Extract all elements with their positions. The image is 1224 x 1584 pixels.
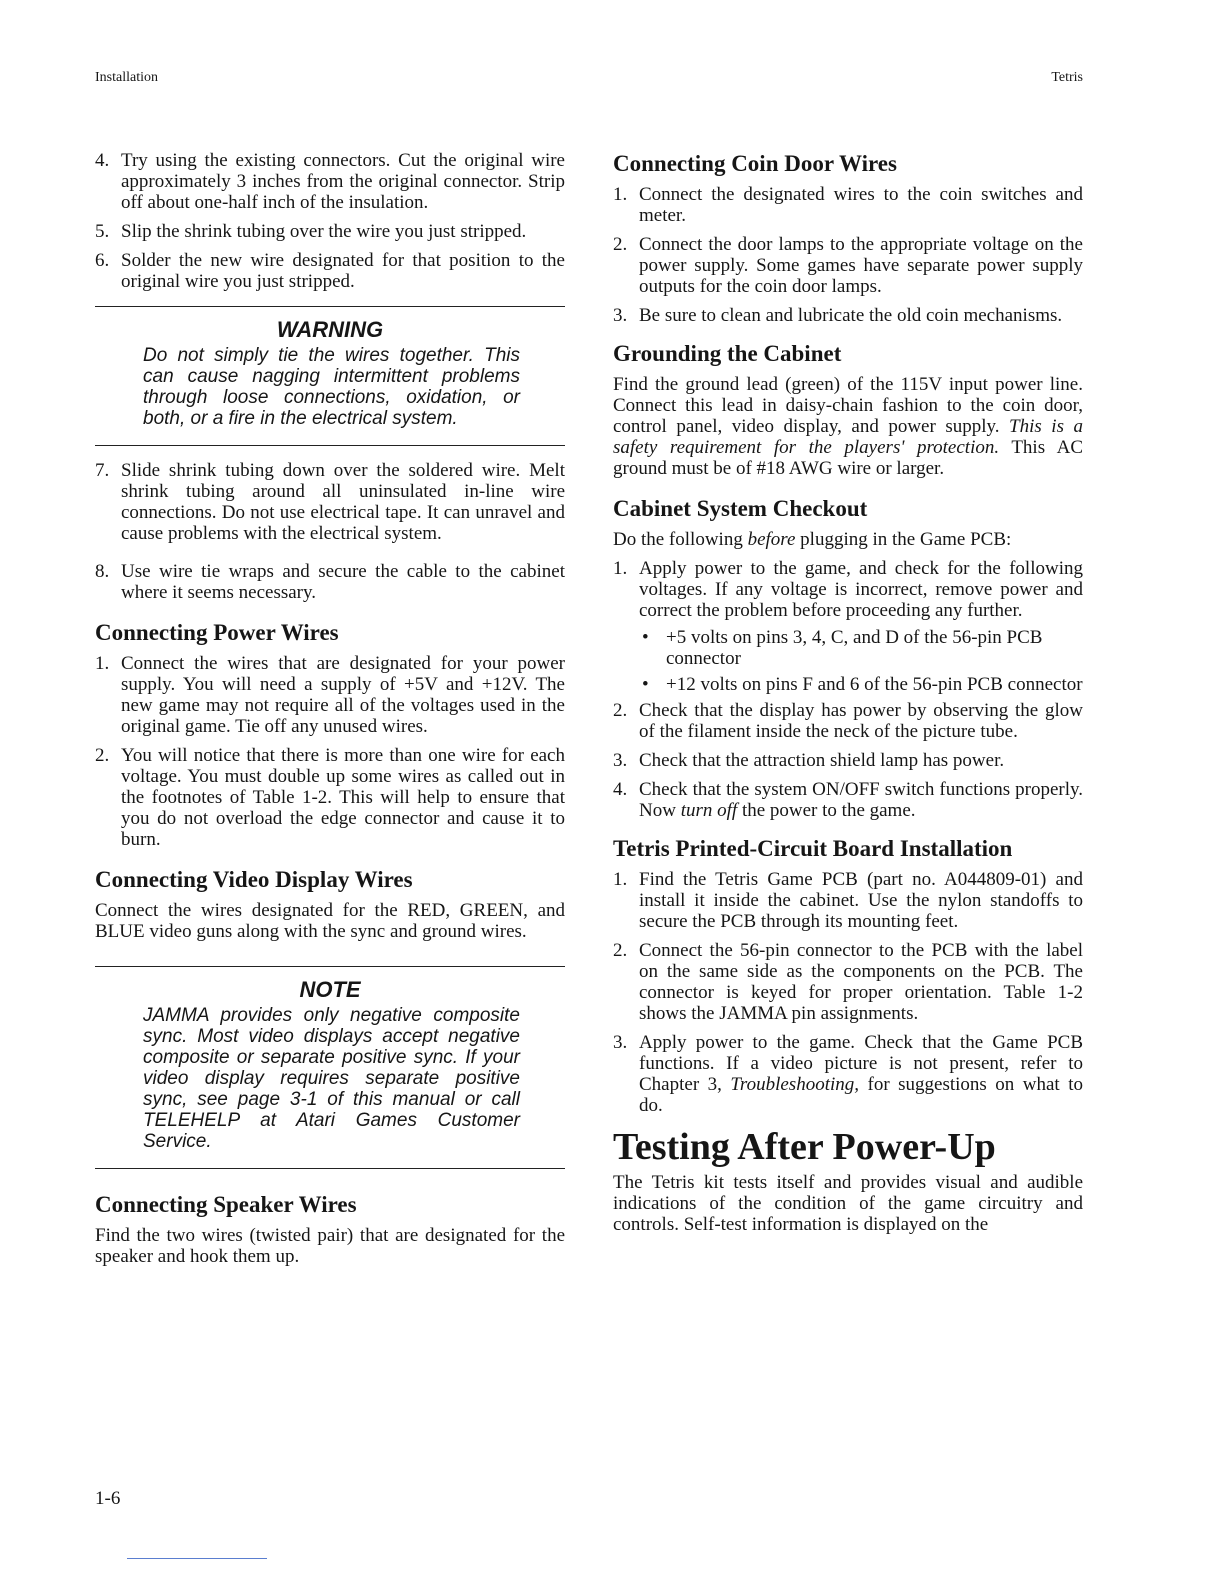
checkout-steps xyxy=(613,558,1083,621)
footer-divider xyxy=(127,1558,267,1559)
heading-system-checkout: Cabinet System Checkout xyxy=(613,496,868,521)
list-item xyxy=(613,779,1083,821)
list-item xyxy=(613,869,1083,932)
heading-speaker-wires: Connecting Speaker Wires xyxy=(95,1192,357,1217)
list-item xyxy=(613,940,1083,1024)
list-item xyxy=(613,700,1083,742)
item-number: 1. xyxy=(613,558,628,579)
testing-paragraph: The Tetris kit tests itself and provides visual and audible indications of the condition of the game circuitry and controls. Self-test information is displayed on the xyxy=(613,1172,1083,1235)
item-number: 2. xyxy=(613,700,628,721)
heading-video-wires: Connecting Video Display Wires xyxy=(95,867,413,892)
running-header-title: Tetris xyxy=(1051,70,1083,85)
pcb-steps xyxy=(613,869,1083,1116)
item3-text-a: Apply power to the game. Check that the Game PCB functions. If a video picture is not present, refer to Chapter 3, xyxy=(639,1032,1083,1095)
heading-testing-after-power-up: Testing After Power-Up xyxy=(613,1126,996,1168)
list-item xyxy=(95,653,565,737)
right-column xyxy=(613,150,1083,1243)
item-text: Use wire tie wraps and secure the cable to the cabinet where it seems necessary. xyxy=(121,561,565,603)
grounding-emphasis: This is a safety requirement for the players' protection. xyxy=(613,416,1083,458)
list-item xyxy=(95,745,565,850)
item-number: 3. xyxy=(613,1032,628,1053)
item-text: Connect the door lamps to the appropriate voltage on the power supply. Some games have separate power supply outputs for the coin door lamps. xyxy=(639,234,1083,297)
checkout-intro xyxy=(613,529,1083,550)
item-text: Be sure to clean and lubricate the old coin mechanisms. xyxy=(639,305,1063,326)
running-header-section: Installation xyxy=(95,70,158,85)
warning-callout xyxy=(95,306,565,446)
list-item xyxy=(613,184,1083,226)
voltage-bullets xyxy=(639,627,1083,695)
heading-pcb-installation: Tetris Printed-Circuit Board Installation xyxy=(613,836,1013,861)
checkout-intro-b: plugging in the Game PCB: xyxy=(795,529,1012,550)
bullet-item xyxy=(639,674,1083,695)
item-number: 2. xyxy=(613,234,628,255)
heading-grounding: Grounding the Cabinet xyxy=(613,341,842,366)
speaker-paragraph: Find the two wires (twisted pair) that are designated for the speaker and hook them up. xyxy=(95,1225,565,1267)
item-text: Solder the new wire designated for that position to the original wire you just stripped. xyxy=(121,250,565,292)
item-number: 8. xyxy=(95,561,110,582)
warning-body: Do not simply tie the wires together. This can cause nagging intermittent problems through loose connections, oxidation, or both, or a fire in the electrical system. xyxy=(143,345,520,429)
item-number: 6. xyxy=(95,250,110,271)
note-body: JAMMA provides only negative composite sync. Most video displays accept negative composite or separate positive sync. If your video display requires separate positive sync, see page 3-1 of this manual or call TELEHELP at Atari Games Customer Service. xyxy=(143,1005,520,1152)
item-number: 3. xyxy=(613,305,628,326)
left-column xyxy=(95,150,565,1275)
grounding-text-a: Find the ground lead (green) of the 115V input power line. Connect this lead in daisy-chain fashion to the coin door, control panel, video display, and power supply. xyxy=(613,374,1083,437)
checkout-steps-cont xyxy=(613,700,1083,821)
item-number: 1. xyxy=(613,869,628,890)
item3-text-b: for suggestions on what to do. xyxy=(639,1074,1083,1116)
item-number: 7. xyxy=(95,460,110,481)
list-item xyxy=(613,234,1083,297)
bullet-dot-icon: • xyxy=(642,627,649,648)
power-steps xyxy=(95,653,565,850)
item-text: Try using the existing connectors. Cut the original wire approximately 3 inches from the original connector. Strip off about one-half inch of the insulation. xyxy=(121,150,565,213)
item-number: 2. xyxy=(613,940,628,961)
bullet-dot-icon: • xyxy=(642,674,649,695)
item-text: You will notice that there is more than one wire for each voltage. You must double up some wires as called out in the footnotes of Table 1-2. This will help to ensure that you do not overload the edge connector and cause it to burn. xyxy=(121,745,565,850)
item-number: 4. xyxy=(95,150,110,171)
item-text: Connect the 56-pin connector to the PCB with the label on the same side as the components on the PCB. The connector is keyed for proper orientation. Table 1-2 shows the JAMMA pin assignments. xyxy=(639,940,1083,1024)
list-item xyxy=(95,460,565,544)
checkout-intro-a: Do the following xyxy=(613,529,748,550)
checkout-intro-emphasis: before xyxy=(747,529,796,550)
item-number: 3. xyxy=(613,750,628,771)
item-text: Connect the designated wires to the coin switches and meter. xyxy=(639,184,1083,226)
item-text: Connect the wires that are designated for your power supply. You will need a supply of +5V and +12V. The new game may not require all of the voltages used in the original game. Tie off any unused wires. xyxy=(121,653,565,737)
step-list-b xyxy=(95,460,565,603)
note-callout xyxy=(95,966,565,1169)
page-number: 1-6 xyxy=(95,1488,121,1509)
item-text: Find the Tetris Game PCB (part no. A044809-01) and install it inside the cabinet. Use the nylon standoffs to secure the PCB through its mounting feet. xyxy=(639,869,1083,932)
item-number: 1. xyxy=(95,653,110,674)
item-text: Check that the display has power by observing the glow of the filament inside the neck of the picture tube. xyxy=(639,700,1083,742)
item-number: 4. xyxy=(613,779,628,800)
bullet-text: +12 volts on pins F and 6 of the 56-pin PCB connector xyxy=(666,674,1083,695)
item-text: Check that the attraction shield lamp has power. xyxy=(639,750,1005,771)
item-text xyxy=(639,1032,1083,1116)
item-text: Slip the shrink tubing over the wire you just stripped. xyxy=(121,221,527,242)
note-title: NOTE xyxy=(299,977,361,1002)
bullet-text: +5 volts on pins 3, 4, C, and D of the 56-pin PCB connector xyxy=(666,627,1043,669)
list-item xyxy=(613,558,1083,621)
item-number: 2. xyxy=(95,745,110,766)
heading-coin-door-wires: Connecting Coin Door Wires xyxy=(613,151,897,176)
video-paragraph: Connect the wires designated for the RED, GREEN, and BLUE video guns along with the sync and ground wires. xyxy=(95,900,565,942)
item4-text-a: Check that the system ON/OFF switch functions properly. Now xyxy=(639,779,1083,821)
item-text: Slide shrink tubing down over the soldered wire. Melt shrink tubing around all uninsulated in-line wire connections. Do not use electrical tape. It can unravel and cause problems with the electrical system. xyxy=(121,460,565,544)
list-item xyxy=(613,305,1083,326)
item-text: Apply power to the game, and check for the following voltages. If any voltage is incorrect, remove power and correct the problem before proceeding any further. xyxy=(639,558,1083,621)
grounding-paragraph xyxy=(613,374,1083,479)
item4-emphasis: turn off xyxy=(680,800,738,821)
item-number: 1. xyxy=(613,184,628,205)
item-number: 5. xyxy=(95,221,110,242)
item-text xyxy=(639,779,1083,821)
list-item xyxy=(95,221,565,242)
list-item xyxy=(613,1032,1083,1116)
bullet-item xyxy=(639,627,1083,669)
heading-power-wires: Connecting Power Wires xyxy=(95,620,339,645)
item4-text-b: the power to the game. xyxy=(737,800,916,821)
grounding-text-b: This AC ground must be of #18 AWG wire or larger. xyxy=(613,437,1084,479)
warning-title: WARNING xyxy=(276,317,384,342)
step-list-a xyxy=(95,150,565,292)
list-item xyxy=(95,561,565,603)
coin-steps xyxy=(613,184,1083,326)
list-item xyxy=(613,750,1083,771)
item3-emphasis: Troubleshooting, xyxy=(730,1074,859,1095)
list-item xyxy=(95,250,565,292)
list-item xyxy=(95,150,565,213)
